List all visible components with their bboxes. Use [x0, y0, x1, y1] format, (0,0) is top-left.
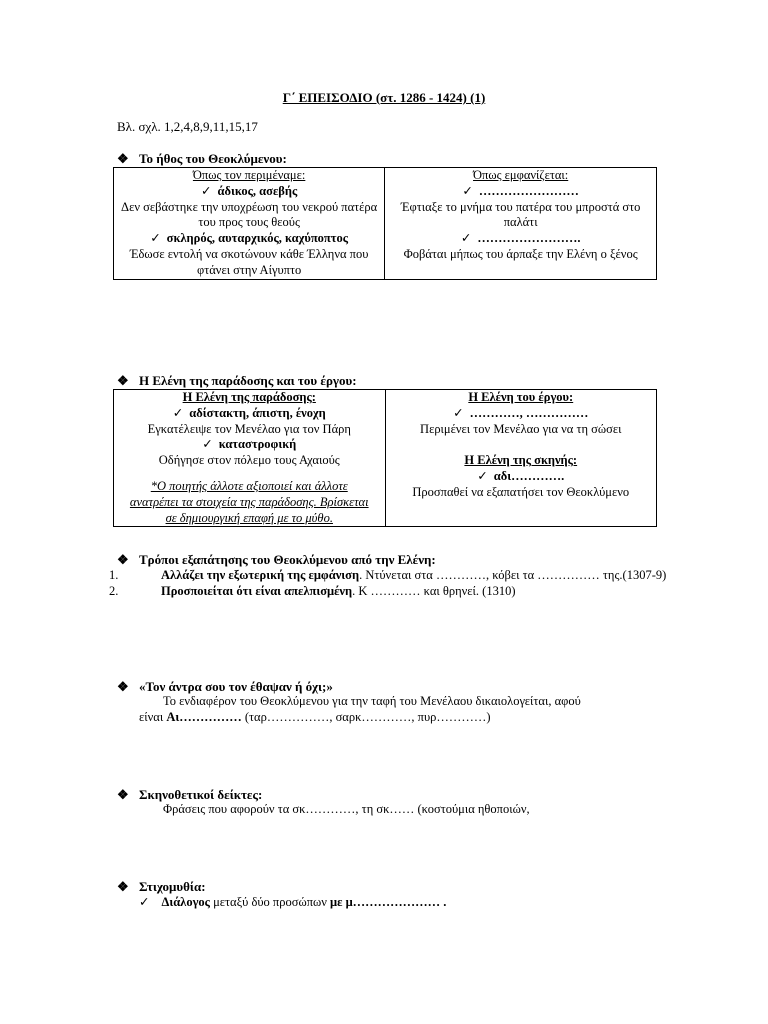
diamond-bullet-icon: ❖: [117, 679, 129, 694]
paragraph-line: Το ενδιαφέρον του Θεοκλύμενου για την ταφή του Μενέλαου δικαιολογείται, αφού: [163, 694, 581, 708]
trait-row: [116, 406, 383, 422]
diamond-bullet-icon: ❖: [117, 787, 129, 802]
list-item: ✓ Διάλογος μεταξύ δύο προσώπων με μ………………… .: [139, 895, 447, 909]
list-item-bold: Προσποιείται ότι είναι απελπισμένη: [161, 583, 353, 598]
trait-description: Εγκατέλειψε τον Μενέλαο για τον Πάρη: [147, 421, 351, 436]
section-heading-text: «Τον άντρα σου τον έθαψαν ή όχι;»: [139, 679, 333, 694]
checkmark-icon: ✓: [462, 183, 473, 198]
blank-row: [387, 184, 654, 200]
trait-description: Έδωσε εντολή να σκοτώνουν κάθε Έλληνα που φτάνει στην Αίγυπτο: [129, 246, 369, 277]
reference-line: Βλ. σχλ. 1,2,4,8,9,11,15,17: [117, 119, 258, 134]
checkmark-icon: ✓: [139, 895, 150, 909]
section-heading-deception: [117, 552, 436, 568]
column-header: Η Ελένη της παράδοσης:: [182, 390, 316, 404]
section-heading-stichomythia: [117, 879, 206, 895]
section-heading-text: Στιχομυθία:: [139, 879, 206, 894]
deception-list: [109, 568, 695, 600]
list-number: 2.: [109, 583, 119, 598]
trait-description: Δεν σεβάστηκε την υποχρέωση του νεκρού πατέρα του προς τους θεούς: [121, 199, 378, 230]
checkmark-icon: ✓: [202, 437, 213, 452]
expected-column: [114, 168, 385, 280]
blank-row: [387, 231, 654, 247]
section-heading-stage: [117, 787, 262, 803]
list-item-bold: Αλλάζει την εξωτερική της εμφάνιση: [161, 568, 360, 582]
play-column: [385, 390, 656, 527]
trait-description: Έφτιαξε το μνήμα του πατέρα του μπροστά στο παλάτι: [400, 199, 641, 230]
list-item-text: . Ντύνεται στα …………, κόβει τα …………… της.(1307-9): [359, 568, 667, 582]
trait-label: σκληρός, αυταρχικός, καχύποπτος: [166, 231, 349, 246]
section-heading-text: Σκηνοθετικοί δείκτες:: [139, 787, 263, 802]
column-header: Όπως εμφανίζεται:: [473, 168, 569, 182]
tradition-note: *Ο ποιητής άλλοτε αξιοποιεί και άλλοτε ανατρέπει τα στοιχεία της παράδοσης. Βρίσκεται σε δημιουργική επαφή με το μύθο.: [129, 478, 369, 525]
checkmark-icon: ✓: [477, 468, 488, 483]
trait-description: Οδήγησε στον πόλεμο τους Αχαιούς: [158, 453, 340, 468]
blank-row: [388, 469, 654, 485]
helen-table: [113, 389, 657, 527]
paragraph-line: Φράσεις που αφορούν τα σκ…………, τη σκ…… (κοστούμια ηθοποιών,: [163, 802, 530, 816]
trait-label: αδίστακτη, άπιστη, ένοχη: [189, 405, 326, 420]
checkmark-icon: ✓: [460, 231, 472, 246]
section-heading-question: [117, 679, 333, 695]
column-header: Η Ελένη του έργου:: [468, 390, 574, 404]
checkmark-icon: ✓: [453, 405, 464, 420]
section-heading-text: Το ήθος του Θεοκλύμενου:: [139, 151, 287, 166]
question-paragraph: [139, 694, 699, 726]
checkmark-icon: ✓: [172, 405, 184, 420]
fill-in-blank: Αι……………: [166, 709, 242, 724]
trait-row: [116, 231, 382, 247]
checkmark-icon: ✓: [201, 183, 212, 198]
diamond-bullet-icon: ❖: [117, 373, 129, 388]
diamond-bullet-icon: ❖: [117, 552, 129, 567]
trait-description: Φοβάται μήπως του άρπαξε την Ελένη ο ξένος: [403, 246, 638, 261]
trait-description: Προσπαθεί να εξαπατήσει τον Θεοκλύμενο: [412, 484, 630, 499]
section-heading-helen: [117, 373, 357, 389]
trait-row: [116, 437, 383, 453]
fill-in-blank: …………, ……………: [469, 405, 589, 420]
paragraph-line: είναι Αι…………… (ταρ……………, σαρκ…………, πυρ…………): [139, 709, 491, 724]
theoklymenos-table: [113, 167, 657, 280]
section-heading-theoklymenos: [117, 151, 287, 167]
section-heading-text: Η Ελένη της παράδοσης και του έργου:: [139, 373, 357, 388]
section-heading-text: Τρόποι εξαπάτησης του Θεοκλύμενου από την Ελένη:: [139, 552, 436, 567]
sub-header: Η Ελένη της σκηνής:: [464, 453, 578, 468]
fill-in-blank: ……………………: [478, 183, 579, 198]
checkmark-icon: ✓: [150, 231, 161, 246]
diamond-bullet-icon: ❖: [117, 151, 129, 166]
trait-label: άδικος, ασεβής: [217, 183, 298, 198]
trait-description: Περιμένει τον Μενέλαο για να τη σώσει: [420, 421, 622, 436]
stage-paragraph: [139, 802, 699, 818]
trait-label: καταστροφική: [218, 437, 297, 452]
fill-in-blank: …………………….: [477, 231, 581, 246]
list-item: [109, 583, 695, 600]
stichomythia-list: [139, 895, 699, 911]
blank-row: [388, 406, 654, 422]
tradition-column: [114, 390, 386, 527]
diamond-bullet-icon: ❖: [117, 879, 129, 894]
list-item-text: . Κ ………… και θρηνεί. (1310): [352, 583, 516, 598]
page-title: Γ΄ ΕΠΕΙΣΟΔΙΟ (στ. 1286 - 1424) (1): [282, 90, 486, 105]
list-number: 1.: [109, 568, 119, 582]
list-item: [109, 568, 695, 584]
column-header: Όπως τον περιμέναμε:: [192, 168, 306, 182]
fill-in-blank: αδι………….: [493, 468, 565, 483]
trait-row: [116, 184, 382, 200]
appears-column: [385, 168, 657, 280]
